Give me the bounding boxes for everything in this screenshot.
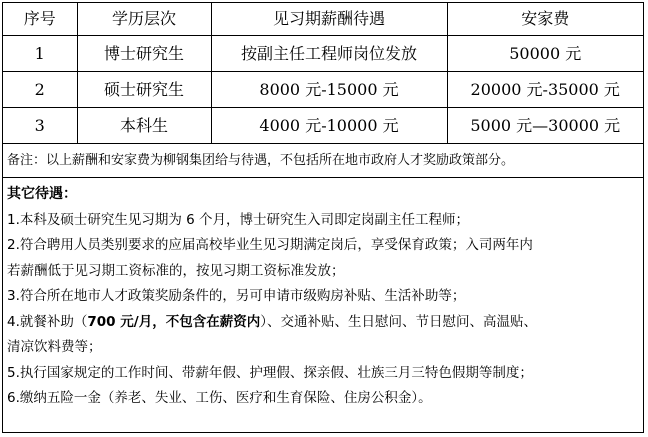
cell-settlement: 20000 元-35000 元 <box>447 72 643 108</box>
benefit-item-1: 1.本科及硕士研究生见习期为 6 个月，博士研究生入司即定岗副主任工程师； <box>7 211 470 228</box>
benefit-item-2-line-1: 2.符合聘用人员类别要求的应届高校毕业生见习期满定岗后，享受保育政策；入司两年内 <box>7 237 533 253</box>
header-cell-education: 学历层次 <box>77 3 211 36</box>
table-row <box>3 72 643 108</box>
header-cell-settlement: 安家费 <box>447 3 643 36</box>
meal-allowance-amount: 700 元/月，不包含在薪资内 <box>87 313 261 330</box>
other-benefits-title: 其它待遇： <box>7 186 77 202</box>
cell-index: 3 <box>3 108 77 144</box>
header-cell-index: 序号 <box>3 3 77 36</box>
header-cell-salary: 见习期薪酬待遇 <box>211 3 447 36</box>
benefit-item-6: 6.缴纳五险一金（养老、失业、工伤、医疗和生育保险、住房公积金）。 <box>7 390 432 406</box>
benefit-item-2-line-2: 若薪酬低于见习期工资标准的，按见习期工资标准发放； <box>7 262 345 279</box>
cell-education: 硕士研究生 <box>77 72 211 108</box>
benefit-item-3: 3.符合所在地市人才政策奖励条件的，另可申请市级购房补贴、生活补助等； <box>7 288 466 304</box>
benefit-item-4-suffix: ）、交通补贴、生日慰问、节日慰问、高温贴、 <box>260 313 537 330</box>
benefits-table <box>3 3 643 144</box>
remark-note: 备注：以上薪酬和安家费为柳钢集团给与待遇，不包括所在地市政府人才奖励政策部分。 <box>3 144 643 178</box>
table-row <box>3 108 643 144</box>
cell-salary: 8000 元-15000 元 <box>211 72 447 108</box>
benefit-item-5: 5.执行国家规定的工作时间、带薪年假、护理假、探亲假、壮族三月三特色假期等制度； <box>7 364 533 381</box>
benefits-document <box>2 2 644 433</box>
cell-education: 本科生 <box>77 108 211 144</box>
table-header-row <box>3 3 643 36</box>
benefit-item-4-line-2: 清凉饮料费等； <box>7 339 102 355</box>
benefit-item-4-prefix: 4.就餐补助（ <box>7 313 88 330</box>
cell-settlement: 5000 元—30000 元 <box>447 108 643 144</box>
other-benefits-section <box>3 178 643 412</box>
cell-salary: 按副主任工程师岗位发放 <box>211 36 447 72</box>
cell-salary: 4000 元-10000 元 <box>211 108 447 144</box>
cell-index: 2 <box>3 72 77 108</box>
benefit-item-4-line-1 <box>7 310 639 336</box>
table-row <box>3 36 643 72</box>
cell-index: 1 <box>3 36 77 72</box>
cell-settlement: 50000 元 <box>447 36 643 72</box>
cell-education: 博士研究生 <box>77 36 211 72</box>
